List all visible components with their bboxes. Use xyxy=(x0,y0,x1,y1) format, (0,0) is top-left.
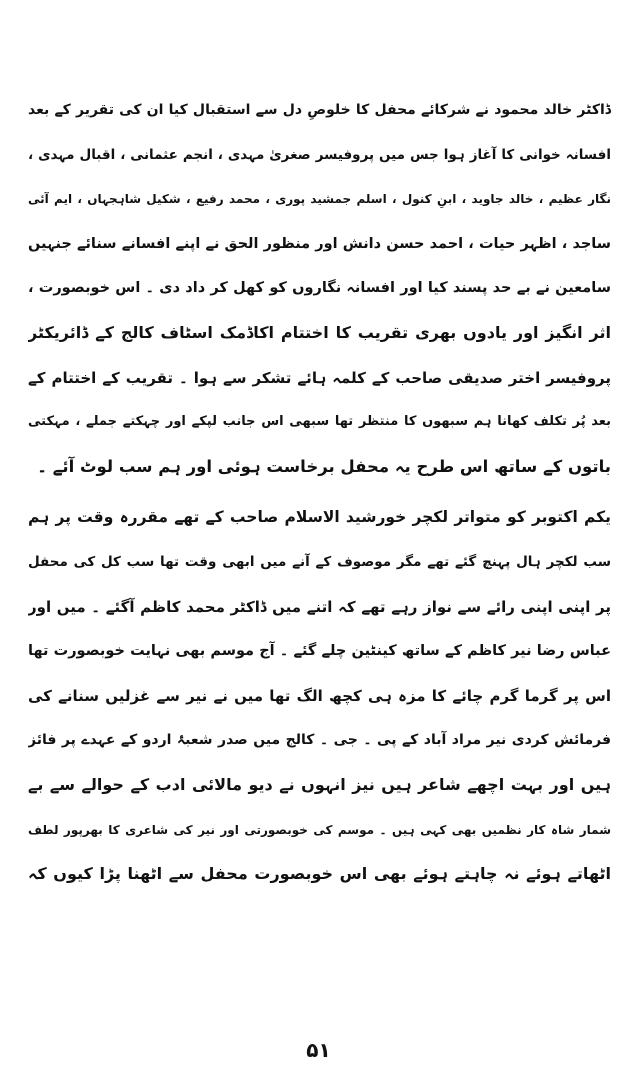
text-line: شمار شاہ کار نظمیں بھی کہی ہیں ۔ موسم کی خوبصورتی اور نیر کی شاعری کا بھرپور لطف xyxy=(28,822,611,837)
text-line: سامعین نے بے حد پسند کیا اور افسانہ نگاروں کو کھل کر داد دی ۔ اس خوبصورت ، xyxy=(28,280,611,297)
text-line: اس پر گرما گرم چائے کا مزہ ہی کچھ الگ تھا میں نے نیر سے غزلیں سنانے کی xyxy=(28,686,611,705)
text-line: یکم اکتوبر کو متواتر لکچر خورشید الاسلام صاحب کے تھے مقررہ وقت پر ہم xyxy=(28,508,611,527)
text-line: عباس رضا نیر کاظم کے ساتھ کینٹین چلے گئے ۔ آج موسم بھی نہایت خوبصورت تھا xyxy=(28,643,611,660)
text-line: اثر انگیز اور یادوں بھری تقریب کا اختتام اکاڈمک اسٹاف کالج کے ڈائریکٹر xyxy=(28,322,611,342)
text-line: ساجد ، اظہر حیات ، احمد حسن دانش اور منظور الحق نے اپنے افسانے سنائے جنہیں xyxy=(28,235,611,252)
text-line: سب لکچر ہال پہنچ گئے تھے مگر موصوف کے آنے میں ابھی وقت تھا سب کل کی محفل xyxy=(28,553,611,570)
text-line: بعد پُر تکلف کھانا ہم سبھوں کا منتظر تھا سبھی اس جانب لپکے اور چہکتے جملے ، مہکتی xyxy=(28,414,611,430)
text-line: ڈاکٹر خالد محمود نے شرکائے محفل کا خلوصِ دل سے استقبال کیا ان کی تقریر کے بعد xyxy=(28,102,611,118)
text-line: ہیں اور بہت اچھے شاعر ہیں نیز انہوں نے دیو مالائی ادب کے حوالے سے بے xyxy=(28,774,611,794)
paragraph-2 xyxy=(28,495,611,896)
text-line: اٹھاتے ہوئے نہ چاہتے ہوئے بھی اس خوبصورت محفل سے اٹھنا پڑا کیوں کہ xyxy=(28,864,611,884)
paragraph-1 xyxy=(28,88,611,489)
text-line: پر اپنی اپنی رائے سے نواز رہے تھے کہ اتنے میں ڈاکٹر محمد کاظم آگئے ۔ میں اور xyxy=(28,597,611,616)
text-line: پروفیسر اختر صدیقی صاحب کے کلمہ ہائے تشکر سے ہوا ۔ تقریب کے اختتام کے xyxy=(28,368,611,387)
text-line: باتوں کے ساتھ اس طرح یہ محفل برخاست ہوئی اور ہم سب لوٹ آئے ۔ xyxy=(37,456,611,476)
page-number: ۵۱ xyxy=(306,1038,331,1062)
text-line: نگار عظیم ، خالد جاوید ، ابنِ کنول ، اسلم جمشید پوری ، محمد رفیع ، شکیل شاہجہاں ، ایم آئی xyxy=(28,192,611,207)
text-line: افسانہ خوانی کا آغاز ہوا جس میں پروفیسر صغریٰ مہدی ، انجم عثمانی ، اقبال مہدی ، xyxy=(28,146,611,163)
text-line: فرمائش کردی نیر مراد آباد کے پی ۔ جی ۔ کالج میں صدر شعبۂ اردو کے عہدے پر فائز xyxy=(28,732,611,749)
body-text xyxy=(28,88,611,897)
